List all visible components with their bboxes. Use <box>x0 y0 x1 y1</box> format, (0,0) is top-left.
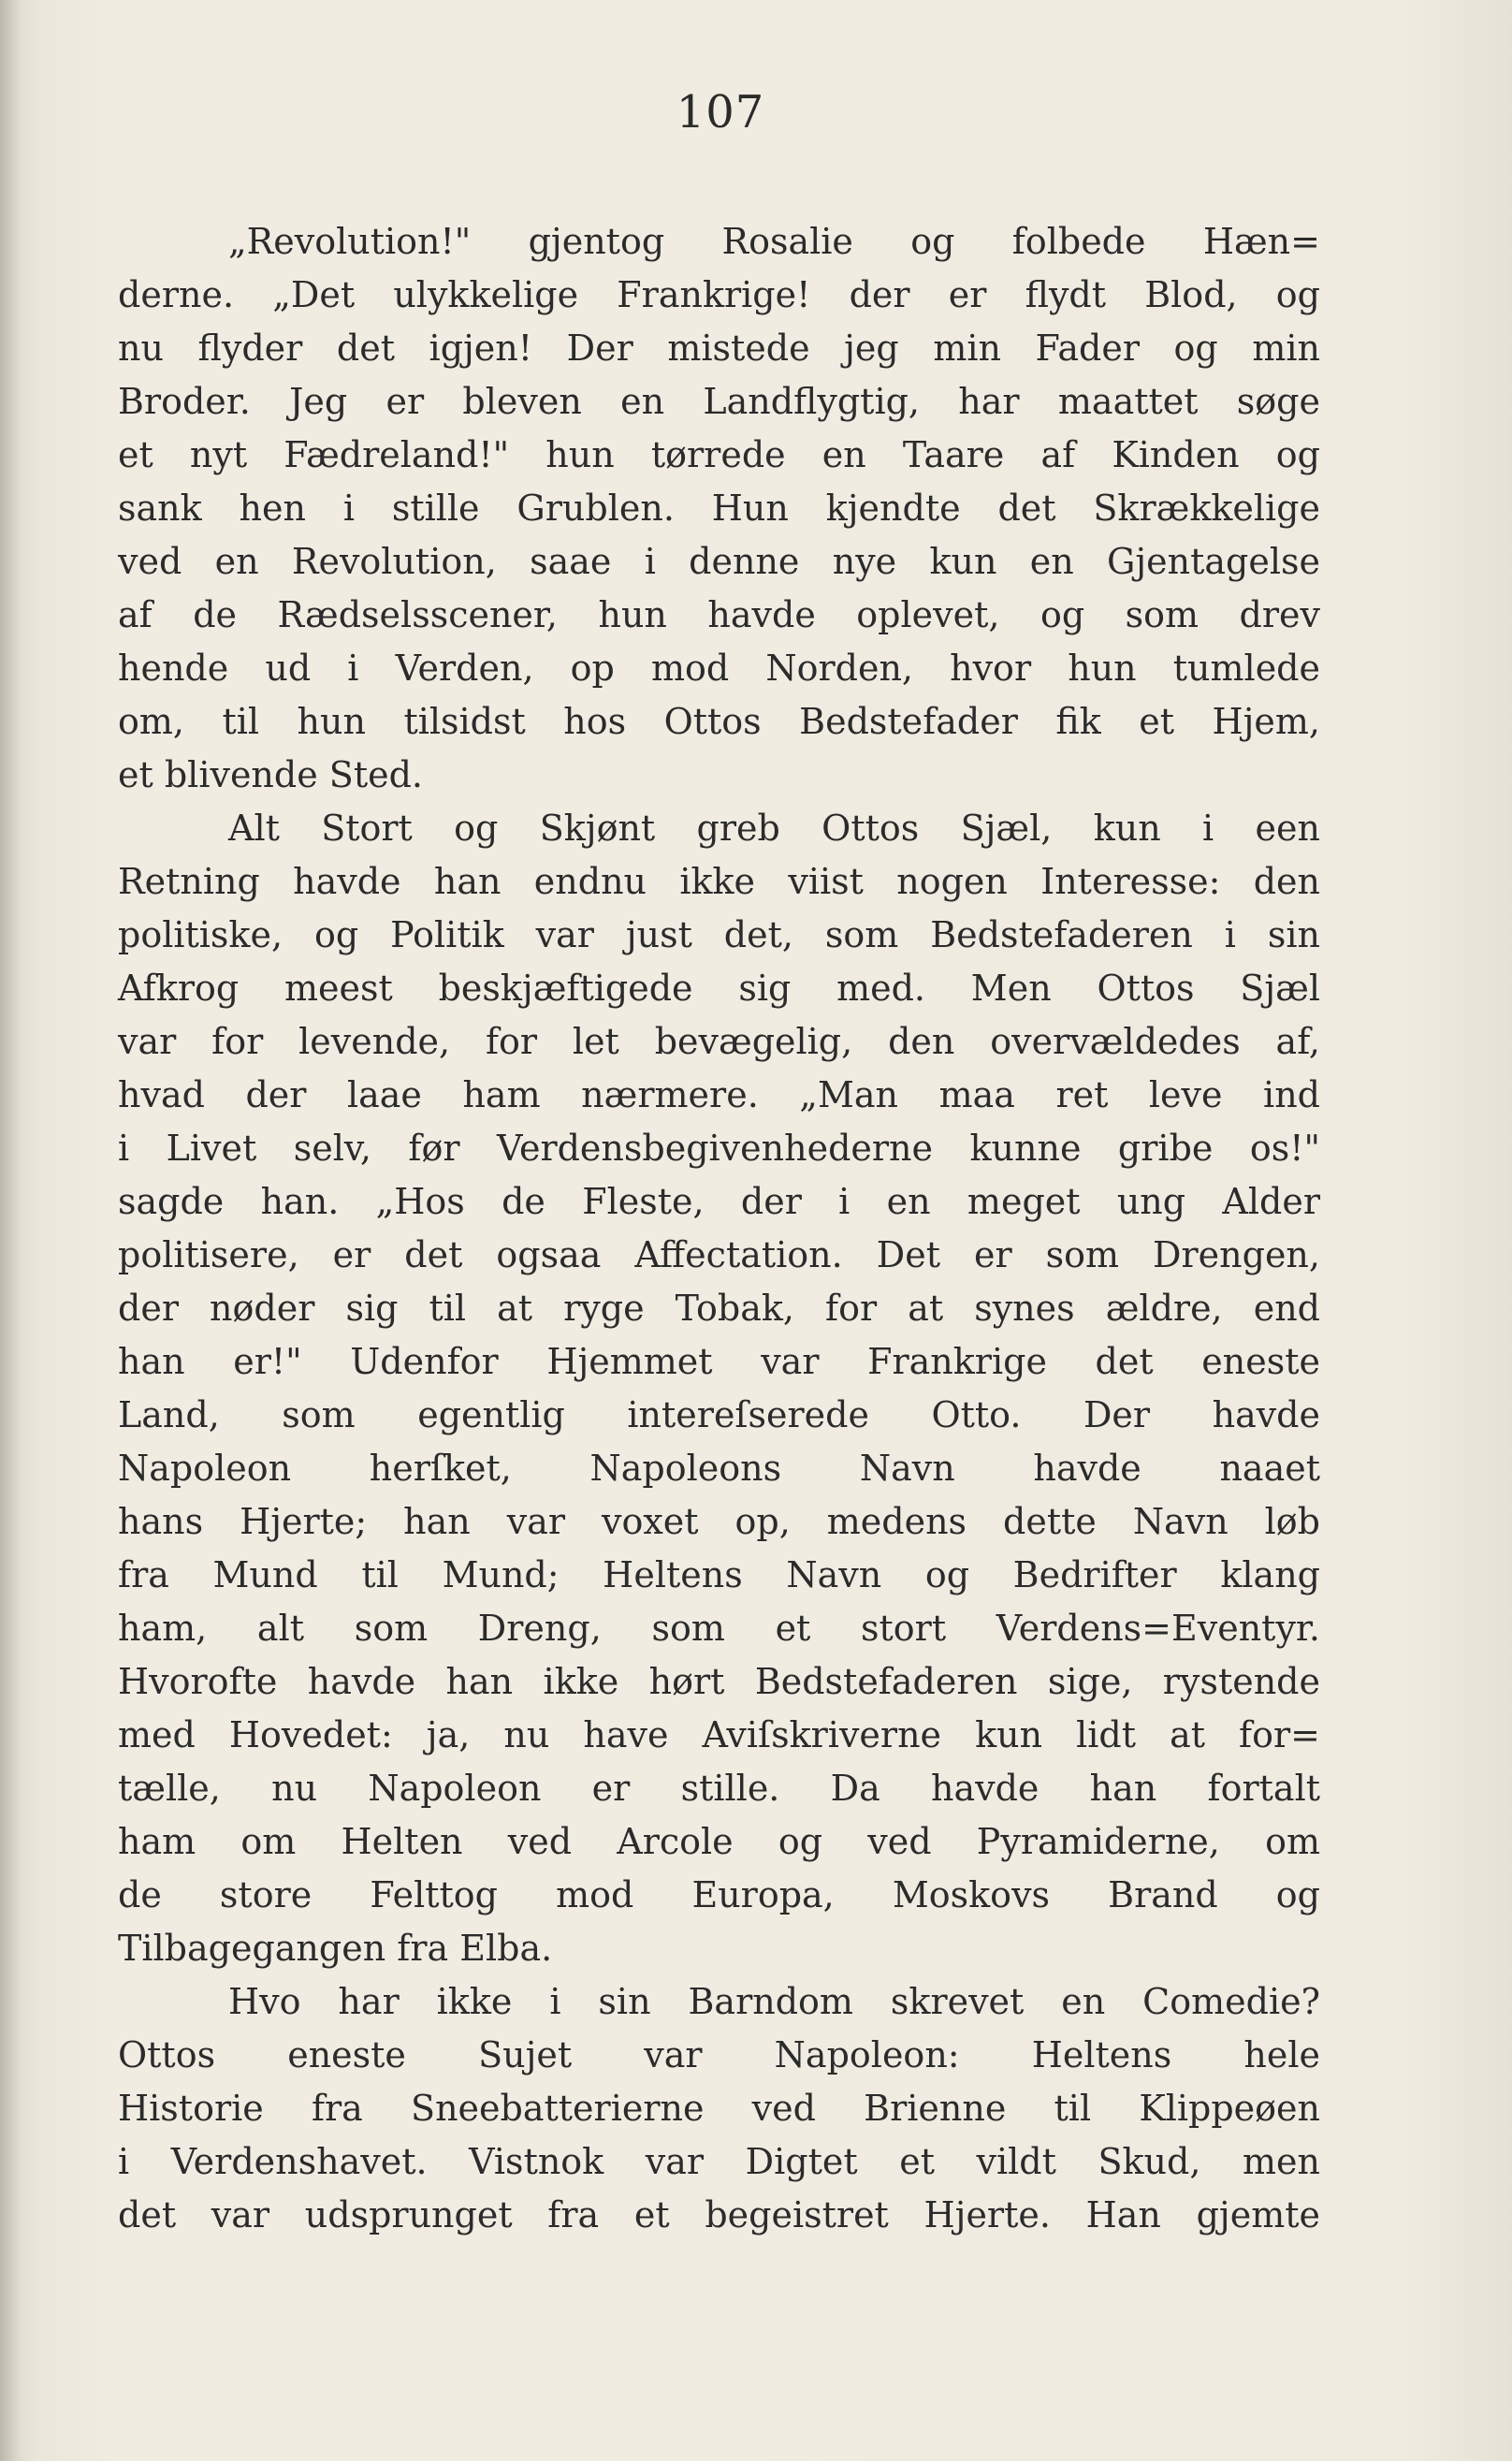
text-line: hvad der laae ham nærmere. „Man maa ret leve ind <box>118 1074 1320 1115</box>
text-line: om, til hun tilsidst hos Ottos Bedstefader fik et Hjem, <box>118 701 1320 742</box>
text-line: i Verdenshavet. Vistnok var Digtet et vildt Skud, men <box>118 2141 1320 2182</box>
text-line: Alt Stort og Skjønt greb Ottos Sjæl, kun i een <box>228 808 1320 849</box>
text-line: derne. „Det ulykkelige Frankrige! der er flydt Blod, og <box>118 274 1320 315</box>
text-line: Historie fra Sneebatterierne ved Brienne til Klippeøen <box>118 2088 1320 2129</box>
text-line: Napoleon herſket, Napoleons Navn havde naaet <box>118 1448 1320 1489</box>
text-line: ham om Helten ved Arcole og ved Pyramiderne, om <box>118 1821 1320 1862</box>
text-line: et nyt Fædreland!" hun tørrede en Taare af Kinden og <box>118 434 1320 475</box>
text-line: nu flyder det igjen! Der mistede jeg min Fader og min <box>118 328 1320 369</box>
text-line: hans Hjerte; han var voxet op, medens dette Navn løb <box>118 1501 1320 1542</box>
text-line: Hvorofte havde han ikke hørt Bedstefaderen sige, rystende <box>118 1661 1320 1702</box>
text-line: de store Felttog mod Europa, Moskovs Brand og <box>118 1874 1320 1915</box>
page-number: 107 <box>676 86 765 138</box>
text-line: var for levende, for let bevægelig, den overvældedes af, <box>118 1021 1320 1062</box>
text-line: Ottos eneste Sujet var Napoleon: Heltens hele <box>118 2034 1320 2075</box>
text-line: ved en Revolution, saae i denne nye kun en Gjentagelse <box>118 541 1320 582</box>
text-line: „Revolution!" gjentog Rosalie og folbede Hæn= <box>228 221 1320 262</box>
text-line: i Livet selv, før Verdensbegivenhederne kunne gribe os!" <box>118 1128 1320 1169</box>
text-line: Retning havde han endnu ikke viist nogen Interesse: den <box>118 861 1320 902</box>
text-line: Land, som egentlig intereſserede Otto. Der havde <box>118 1394 1320 1435</box>
text-line: han er!" Udenfor Hjemmet var Frankrige det eneste <box>118 1341 1320 1382</box>
text-line: med Hovedet: ja, nu have Aviſskriverne kun lidt at for= <box>118 1714 1320 1755</box>
text-line: Afkrog meest beskjæftigede sig med. Men Ottos Sjæl <box>118 968 1320 1009</box>
text-line: politiske, og Politik var just det, som Bedstefaderen i sin <box>118 914 1320 955</box>
text-line: Broder. Jeg er bleven en Landflygtig, har maattet søge <box>118 381 1320 422</box>
text-line: sank hen i stille Grublen. Hun kjendte det Skrækkelige <box>118 488 1320 529</box>
text-line: det var udsprunget fra et begeistret Hjerte. Han gjemte <box>118 2194 1320 2235</box>
text-line: hende ud i Verden, op mod Norden, hvor hun tumlede <box>118 648 1320 689</box>
text-line: fra Mund til Mund; Heltens Navn og Bedrifter klang <box>118 1554 1320 1595</box>
text-line: politisere, er det ogsaa Affectation. Det er som Drengen, <box>118 1234 1320 1275</box>
text-line: ham, alt som Dreng, som et stort Verdens=Eventyr. <box>118 1608 1320 1649</box>
body-text <box>118 215 1320 2242</box>
text-line: et blivende Sted. <box>118 754 423 795</box>
text-line: sagde han. „Hos de Fleste, der i en meget ung Alder <box>118 1181 1320 1222</box>
page-binding-edge <box>0 0 21 2461</box>
text-line: der nøder sig til at ryge Tobak, for at synes ældre, end <box>118 1288 1320 1329</box>
text-line: af de Rædselsscener, hun havde oplevet, og som drev <box>118 594 1320 635</box>
text-line: Tilbagegangen fra Elba. <box>118 1928 553 1969</box>
text-line: tælle, nu Napoleon er stille. Da havde han fortalt <box>118 1768 1320 1809</box>
text-line: Hvo har ikke i sin Barndom skrevet en Comedie? <box>228 1981 1320 2022</box>
